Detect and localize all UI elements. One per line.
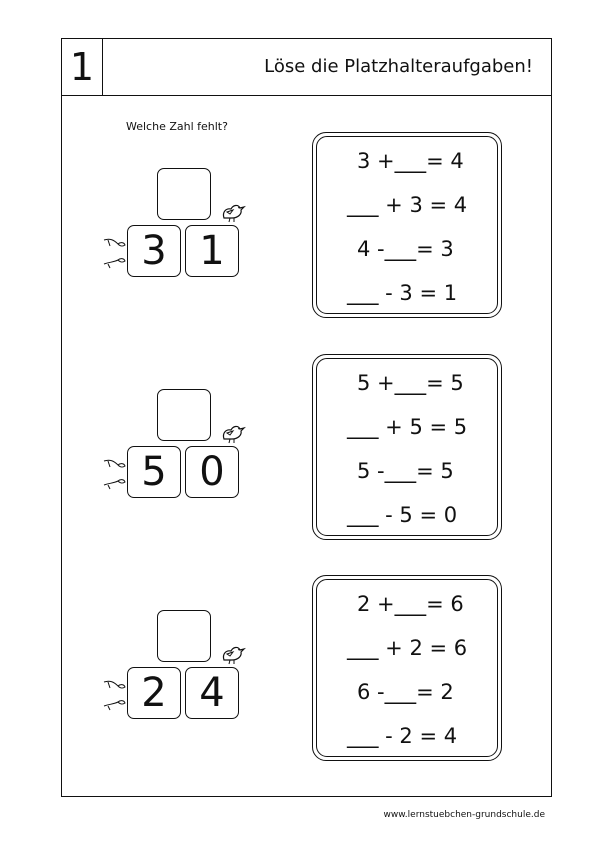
flower-icon [100,455,130,495]
equation-line[interactable]: ___ - 3 = 1 [347,281,458,305]
number-pyramid [100,610,250,730]
worksheet-header [62,39,551,96]
equation-box [312,354,502,540]
bird-icon [218,640,252,668]
pyramid-base-left: 3 [127,225,181,277]
number-pyramid [100,168,250,288]
bird-icon [218,419,252,447]
pyramid-base-right: 4 [185,667,239,719]
flower-icon [100,676,130,716]
equation-line[interactable]: ___ + 5 = 5 [347,415,468,439]
equation-line[interactable]: 5 +___= 5 [357,371,464,395]
pyramid-top-box[interactable] [157,168,211,220]
pyramid-base-right: 0 [185,446,239,498]
equation-line[interactable]: 2 +___= 6 [357,592,464,616]
flower-icon [100,234,130,274]
footer-url: www.lernstuebchen-grundschule.de [383,810,545,820]
number-pyramid [100,389,250,509]
equation-line[interactable]: 4 -___= 3 [357,237,454,261]
equation-line[interactable]: 3 +___= 4 [357,149,464,173]
equation-box [312,575,502,761]
question-text: Welche Zahl fehlt? [126,120,228,133]
pyramid-base-left: 5 [127,446,181,498]
pyramid-top-box[interactable] [157,389,211,441]
bird-icon [218,198,252,226]
equation-line[interactable]: 5 -___= 5 [357,459,454,483]
equation-line[interactable]: ___ - 2 = 4 [347,724,458,748]
task-number: 1 [62,39,103,95]
equation-box [312,132,502,318]
task-title: Löse die Platzhalteraufgaben! [264,56,533,77]
pyramid-top-box[interactable] [157,610,211,662]
pyramid-base-right: 1 [185,225,239,277]
equation-line[interactable]: ___ - 5 = 0 [347,503,458,527]
equation-line[interactable]: ___ + 3 = 4 [347,193,468,217]
equation-line[interactable]: ___ + 2 = 6 [347,636,468,660]
equation-line[interactable]: 6 -___= 2 [357,680,454,704]
pyramid-base-left: 2 [127,667,181,719]
